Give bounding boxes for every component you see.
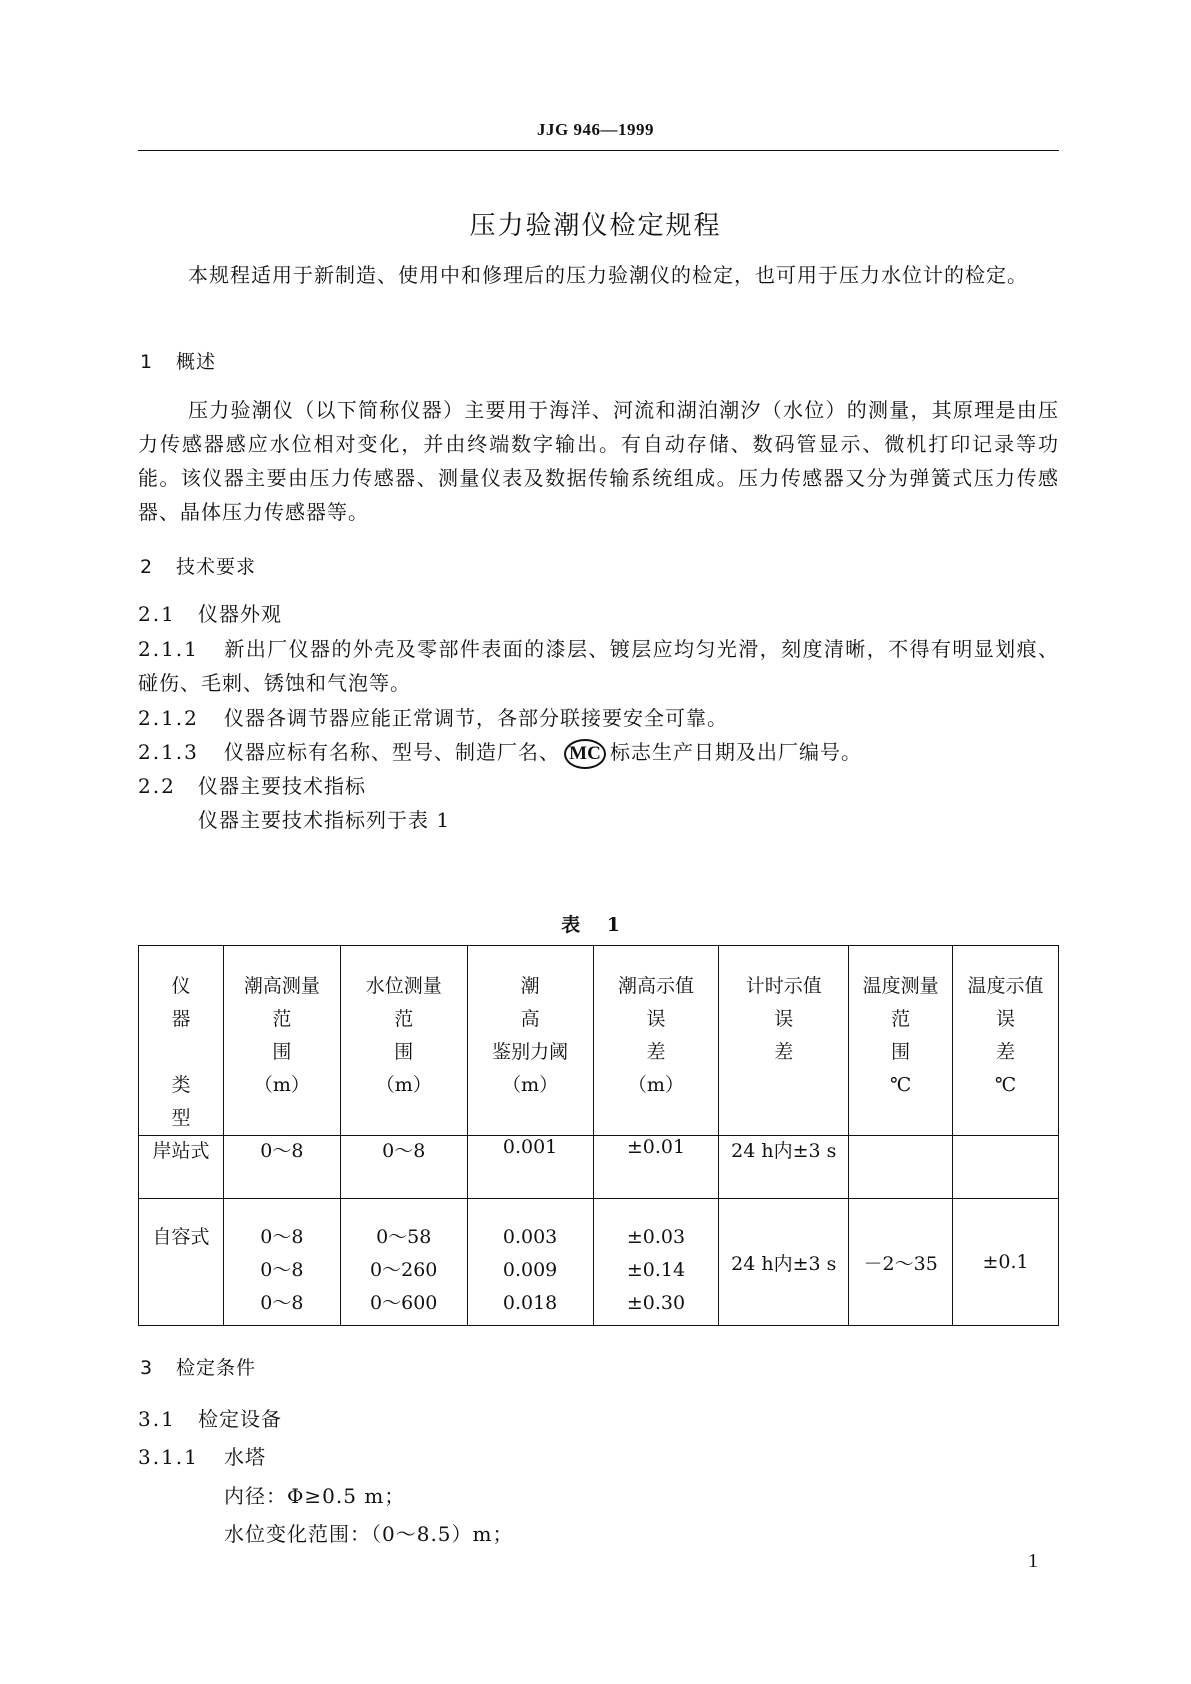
clause-3-1-1: [138, 1441, 266, 1470]
clause-number: 3.1: [138, 1407, 176, 1431]
clause-2-1: [138, 598, 282, 627]
cell-temp-range: [849, 1136, 953, 1199]
cell-time-error: 24 h内±3 s: [719, 1136, 849, 1199]
header-instrument-type: 仪 器 类 型: [139, 946, 224, 1136]
clause-text: 水塔: [224, 1445, 266, 1469]
table-header-row: [139, 946, 1059, 1136]
section-number: 2: [140, 556, 154, 578]
header-temp-range: 温度测量 范 围 ℃: [849, 946, 953, 1136]
section-title: 技术要求: [176, 556, 257, 578]
clause-text: 仪器各调节器应能正常调节，各部分联接要安全可靠。: [224, 706, 728, 730]
cell-temp-range: －2～35: [849, 1199, 953, 1326]
clause-number: 2.1.2: [138, 706, 199, 730]
cell-water-range: 0～58 0～260 0～600: [340, 1199, 467, 1326]
spec-table: [138, 945, 1059, 1326]
section-number: 3: [140, 1357, 154, 1379]
table-row: [139, 1199, 1059, 1326]
header-tide-error: 潮高示值 误 差 （m）: [593, 946, 719, 1136]
section-1-heading: [140, 347, 216, 374]
cell-type: 自容式: [139, 1199, 224, 1326]
section-1-body: 压力验潮仪（以下简称仪器）主要用于海洋、河流和湖泊潮汐（水位）的测量，其原理是由压力传感器感应水位相对变化，并由终端数字输出。有自动存储、数码管显示、微机打印记录等功能。该仪器主要由压力传感器、测量仪表及数据传输系统组成。压力传感器又分为弹簧式压力传感器、晶体压力传感器等。: [138, 398, 1059, 524]
page-title: 压力验潮仪检定规程: [469, 211, 722, 241]
section-3-heading: [140, 1353, 256, 1380]
clause-3-1-1-line-1: 内径：Φ≥0.5 m；: [224, 1484, 406, 1508]
header-time-error: 计时示值 误 差: [719, 946, 849, 1136]
header-rule: [138, 150, 1059, 151]
clause-2-1-2: [138, 702, 728, 731]
clause-text: 检定设备: [198, 1407, 282, 1431]
intro-paragraph: 本规程适用于新制造、使用中和修理后的压力验潮仪的检定，也可用于压力水位计的检定。: [188, 263, 1028, 287]
clause-number: 2.1.1: [138, 637, 199, 661]
clause-text: 仪器主要技术指标: [198, 774, 366, 798]
page-number: 1: [1028, 1550, 1038, 1572]
clause-3-1: [138, 1403, 282, 1432]
cell-tide-range: 0～8 0～8 0～8: [223, 1199, 340, 1326]
section-2-heading: [140, 552, 256, 579]
table-row: [139, 1136, 1059, 1199]
cell-threshold: 0.003 0.009 0.018: [467, 1199, 593, 1326]
doc-header: JJG 946—1999: [537, 120, 654, 139]
header-water-range: 水位测量 范 围 （m）: [340, 946, 467, 1136]
header-temp-error: 温度示值 误 差 ℃: [953, 946, 1059, 1136]
cell-water-range: 0～8: [340, 1136, 467, 1199]
clause-2-1-3: [138, 736, 862, 769]
clause-text: 仪器外观: [198, 602, 282, 626]
clause-number: 2.1: [138, 602, 176, 626]
cell-tide-error: ±0.01: [593, 1136, 719, 1199]
cell-time-error: 24 h内±3 s: [719, 1199, 849, 1326]
cell-temp-error: [953, 1136, 1059, 1199]
clause-text: 标志生产日期及出厂编号。: [610, 740, 862, 764]
clause-number: 2.1.3: [138, 740, 199, 764]
cell-temp-error: ±0.1: [953, 1199, 1059, 1326]
clause-2-2-body: 仪器主要技术指标列于表 1: [198, 808, 451, 832]
clause-3-1-1-line-2: 水位变化范围：（0～8.5）m；: [224, 1522, 514, 1546]
clause-text: 仪器应标有名称、型号、制造厂名、: [224, 740, 560, 764]
cell-tide-range: 0～8: [223, 1136, 340, 1199]
clause-text: 新出厂仪器的外壳及零部件表面的漆层、镀层应均匀光滑，刻度清晰，不得有明显划痕、碰伤、毛刺、锈蚀和气泡等。: [138, 637, 1059, 695]
clause-2-2: [138, 770, 366, 799]
section-number: 1: [140, 351, 154, 373]
table-caption: 表 1: [561, 914, 630, 936]
section-title: 检定条件: [176, 1357, 257, 1379]
clause-2-1-1: [138, 632, 1059, 700]
cell-type: 岸站式: [139, 1136, 224, 1199]
header-tide-range: 潮高测量 范 围 （m）: [223, 946, 340, 1136]
clause-number: 2.2: [138, 774, 176, 798]
header-tide-threshold: 潮 高 鉴别力阈 （m）: [467, 946, 593, 1136]
section-title: 概述: [176, 351, 217, 373]
clause-number: 3.1.1: [138, 1445, 199, 1469]
cell-tide-error: ±0.03 ±0.14 ±0.30: [593, 1199, 719, 1326]
mc-mark-icon: MC: [564, 739, 606, 769]
cell-threshold: 0.001: [467, 1136, 593, 1199]
